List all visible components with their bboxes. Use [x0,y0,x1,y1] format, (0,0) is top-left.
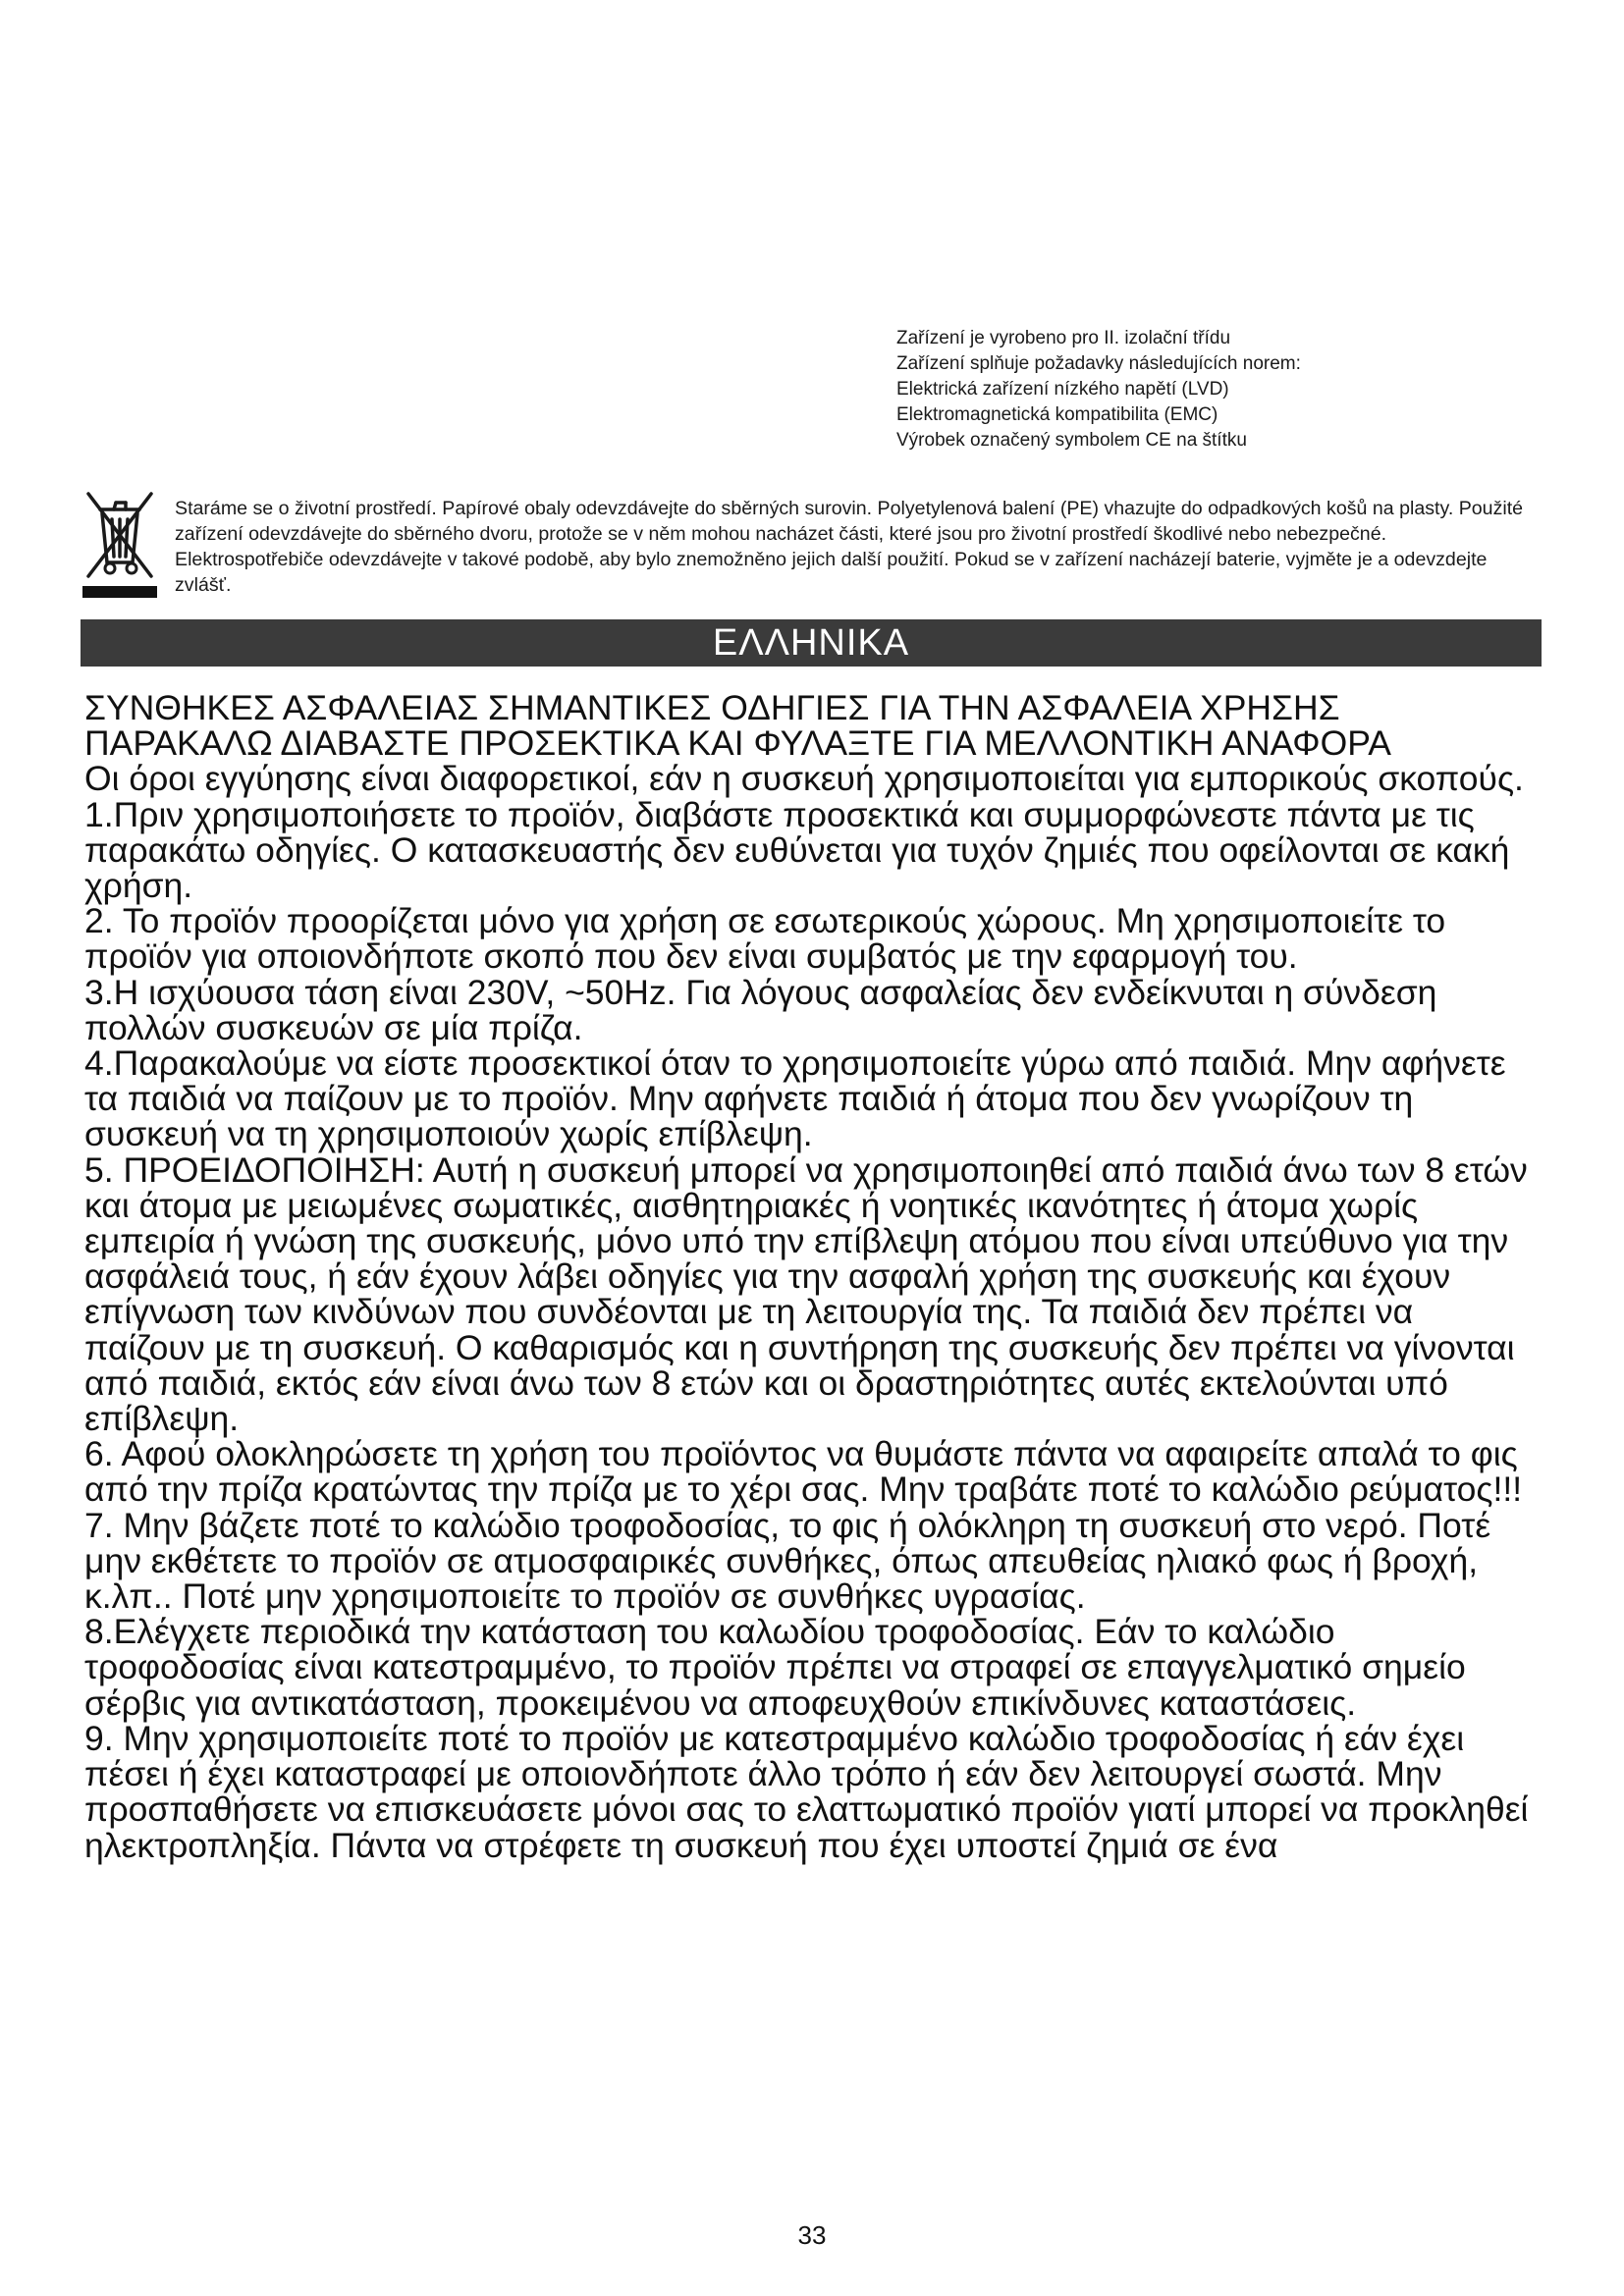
instruction-item: 2. Το προϊόν προορίζεται μόνο για χρήση σε εσωτερικούς χώρους. Μη χρησιμοποιείτε το προϊόν για οποιονδήποτε σκοπό που δεν είναι συμβατός με την εφαρμογή του. [84,901,1446,977]
instruction-item: 6. Αφού ολοκληρώσετε τη χρήση του προϊόντος να θυμάστε πάντα να αφαιρείτε απαλά το φις από την πρίζα κρατώντας την πρίζα με το χέρι σας. Μην τραβάτε ποτέ το καλώδιο ρεύματος!!! [84,1434,1523,1510]
page-number: 33 [797,2220,827,2250]
certification-line: Zařízení splňuje požadavky následujících norem: [896,353,1301,374]
warranty-intro: Οι όροι εγγύησης είναι διαφορετικοί, εάν η συσκευή χρησιμοποιείται για εμπορικούς σκοπούς. [84,759,1524,799]
certification-block [896,326,1525,454]
instruction-item: 9. Μην χρησιμοποιείτε ποτέ το προϊόν με κατεστραμμένο καλώδιο τροφοδοσίας ή εάν έχει πέσει ή έχει καταστραφεί με οποιονδήποτε άλλο τρόπο ή εάν δεν λειτουργεί σωστά. Μην προσπαθήσετε να επισκευάσετε μόνοι σας το ελαττωματικό προϊόν γιατί μπορεί να προκληθεί ηλεκτροπληξία. Πάντα να στρέφετε τη συσκευή που έχει υποστεί ζημιά σε ένα [84,1718,1529,1865]
language-banner: ΕΛΛΗΝΙΚΑ [81,619,1542,667]
certification-line: Elektromagnetická kompatibilita (EMC) [896,404,1218,425]
environment-notice: Staráme se o životní prostředí. Papírové obaly odevzdávejte do sběrných surovin. Polyetylenová balení (PE) vhazujte do odpadkových košů na plasty. Použité zařízení odevzdávejte do sběrného dvoru, protože se v něm mohou nacházet části, které jsou pro životní prostředí škodlivé nebo nebezpečné. Elektrospotřebiče odevzdávejte v takové podobě, aby bylo znemožněno jejich další použití. Pokud se v zařízení nacházejí baterie, vyjměte je a odevzdejte zvlášť. [175,498,1524,596]
certification-line: Elektrická zařízení nízkého napětí (LVD) [896,379,1229,400]
heading-read-carefully: ΠΑΡΑΚΑΛΩ ΔΙΑΒΑΣΤΕ ΠΡΟΣΕΚΤΙΚΑ ΚΑΙ ΦΥΛΑΞΤΕ ΓΙΑ ΜΕΛΛΟΝΤΙΚΗ ΑΝΑΦΟΡΑ [84,723,1391,764]
safety-instructions [84,690,1543,1863]
instruction-item: 3.Η ισχύουσα τάση είναι 230V, ~50Hz. Για λόγους ασφαλείας δεν ενδείκνυται η σύνδεση πολλών συσκευών σε μία πρίζα. [84,972,1437,1047]
instruction-item: 7. Μην βάζετε ποτέ το καλώδιο τροφοδοσίας, το φις ή ολόκληρη τη συσκευή στο νερό. Ποτέ μην εκθέτετε το προϊόν σε ατμοσφαιρικές συνθήκες, όπως απευθείας ηλιακό φως ή βροχή, κ.λπ.. Ποτέ μην χρησιμοποιείτε το προϊόν σε συνθήκες υγρασίας. [84,1505,1491,1617]
instruction-item: 8.Ελέγχετε περιοδικά την κατάσταση του καλωδίου τροφοδοσίας. Εάν το καλώδιο τροφοδοσίας είναι κατεστραμμένο, το προϊόν πρέπει να στραφεί σε επαγγελματικό σημείο σέρβις για αντικατάσταση, προκειμένου να αποφευχθούν επικίνδυνες καταστάσεις. [84,1612,1466,1723]
instruction-item: 1.Πριν χρησιμοποιήσετε το προϊόν, διαβάστε προσεκτικά και συμμορφώνεστε πάντα με τις παρακάτω οδηγίες. Ο κατασκευαστής δεν ευθύνεται για τυχόν ζημιές που οφείλονται σε κακή χρήση. [84,794,1510,906]
instruction-item: 5. ΠΡΟΕΙΔΟΠΟΙΗΣΗ: Αυτή η συσκευή μπορεί να χρησιμοποιηθεί από παιδιά άνω των 8 ετών και άτομα με μειωμένες σωματικές, αισθητηριακές ή νοητικές ικανότητες ή άτομα χωρίς εμπειρία ή γνώση της συσκευής, μόνο υπό την επίβλεψη ατόμου που είναι υπεύθυνο για την ασφάλειά τους, ή εάν έχουν λάβει οδηγίες για την ασφαλή χρήση της συσκευής και έχουν επίγνωση των κινδύνων που συνδέονται με τη λειτουργία της. Τα παιδιά δεν πρέπει να παίζουν με τη συσκευή. Ο καθαρισμός και η συντήρηση της συσκευής δεν πρέπει να γίνονται από παιδιά, εκτός εάν είναι άνω των 8 ετών και οι δραστηριότητες αυτές εκτελούνται υπό επίβλεψη. [84,1149,1528,1439]
certification-line: Výrobek označený symbolem CE na štítku [896,430,1247,451]
instruction-item: 4.Παρακαλούμε να είστε προσεκτικοί όταν το χρησιμοποιείτε γύρω από παιδιά. Μην αφήνετε τα παιδιά να παίζουν με το προϊόν. Μην αφήνετε παιδιά ή άτομα που δεν γνωρίζουν τη συσκευή να τη χρησιμοποιούν χωρίς επίβλεψη. [84,1043,1506,1154]
heading-safety-conditions: ΣΥΝΘΗΚΕΣ ΑΣΦΑΛΕΙΑΣ ΣΗΜΑΝΤΙΚΕΣ ΟΔΗΓΙΕΣ ΓΙΑ ΤΗΝ ΑΣΦΑΛΕΙΑ ΧΡΗΣΗΣ [84,688,1340,727]
certification-line: Zařízení je vyrobeno pro II. izolační třídu [896,328,1231,348]
crossed-out-bin-icon [81,486,159,602]
